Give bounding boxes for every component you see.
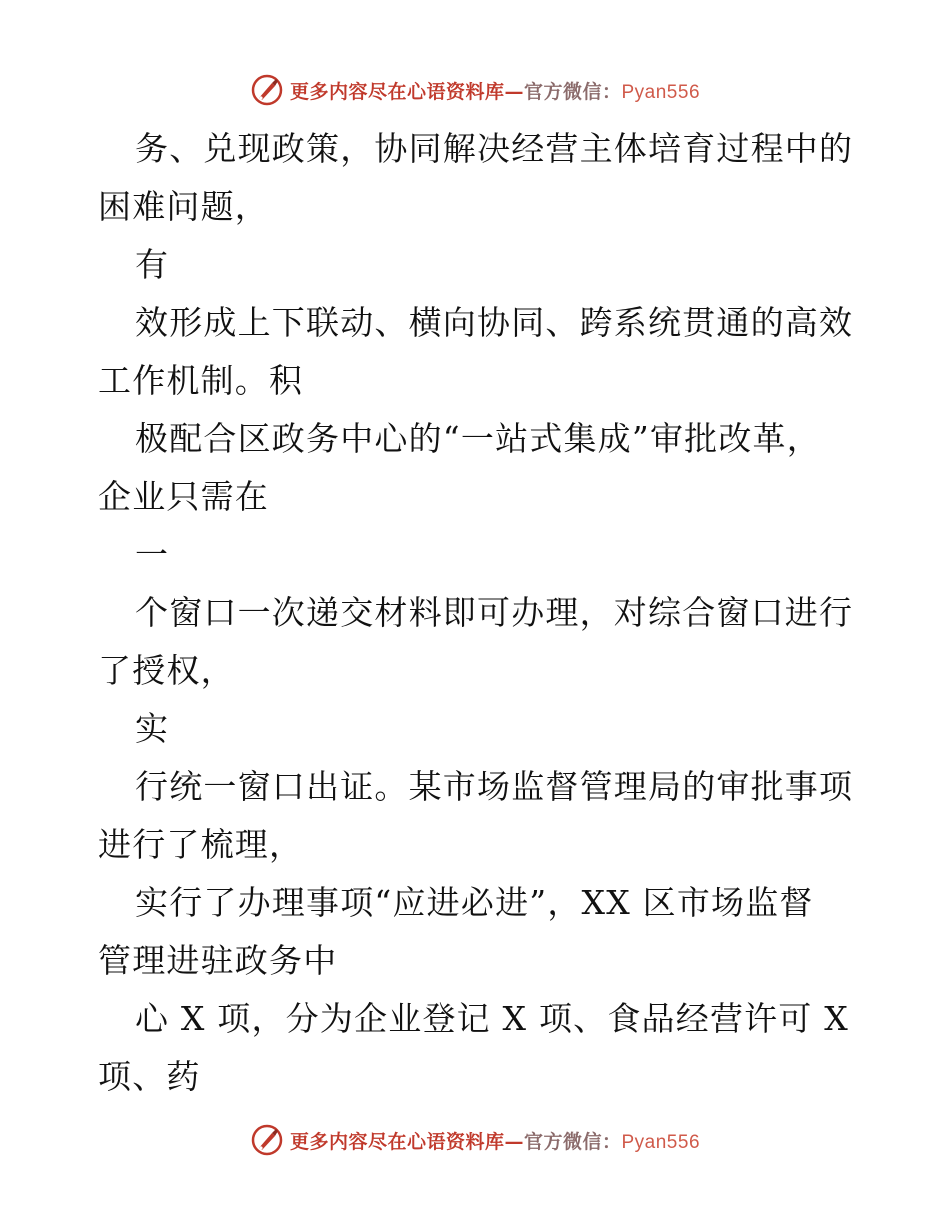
- text-line: 效形成上下联动、横向协同、跨系统贯通的高效: [135, 303, 854, 342]
- text-line: 管理进驻政务中: [98, 941, 338, 980]
- pen-logo-icon: [250, 1123, 284, 1157]
- banner-separator: —: [504, 1130, 524, 1153]
- banner-sub: 官方微信：: [523, 1130, 622, 1153]
- text-line: 一: [135, 535, 170, 574]
- footer-banner: [0, 1120, 950, 1160]
- footer-banner-text: [290, 1127, 700, 1154]
- banner-main: 更多内容尽在心语资料库: [289, 80, 505, 103]
- text-line: 工作机制。积: [98, 361, 304, 400]
- document-body: [98, 120, 858, 1106]
- banner-id: Pyan556: [621, 81, 701, 103]
- pen-logo-icon: [250, 73, 284, 107]
- header-banner: [0, 70, 950, 110]
- text-line: 进行了梳理，: [98, 825, 304, 864]
- text-line: 个窗口一次递交材料即可办理，对综合窗口进行: [135, 593, 854, 632]
- header-banner-text: [290, 77, 700, 104]
- text-line: 行统一窗口出证。某市场监督管理局的审批事项: [135, 767, 854, 806]
- banner-separator: —: [504, 80, 524, 103]
- banner-id: Pyan556: [621, 1131, 701, 1153]
- text-line: 企业只需在: [98, 477, 269, 516]
- text-line: 心 X 项，分为企业登记 X 项、食品经营许可 X: [135, 999, 849, 1038]
- banner-sub: 官方微信：: [523, 80, 622, 103]
- text-line: 务、兑现政策，协同解决经营主体培育过程中的: [135, 129, 854, 168]
- text-line: 实: [135, 709, 170, 748]
- text-line: 了授权，: [98, 651, 235, 690]
- text-line: 极配合区政务中心的“一站式集成”审批改革，: [135, 419, 821, 458]
- text-line: 有: [135, 245, 170, 284]
- text-line: 项、药: [98, 1057, 201, 1096]
- banner-main: 更多内容尽在心语资料库: [289, 1130, 505, 1153]
- text-line: 困难问题，: [98, 187, 269, 226]
- text-line: 实行了办理事项“应进必进”，XX 区市场监督: [135, 883, 814, 922]
